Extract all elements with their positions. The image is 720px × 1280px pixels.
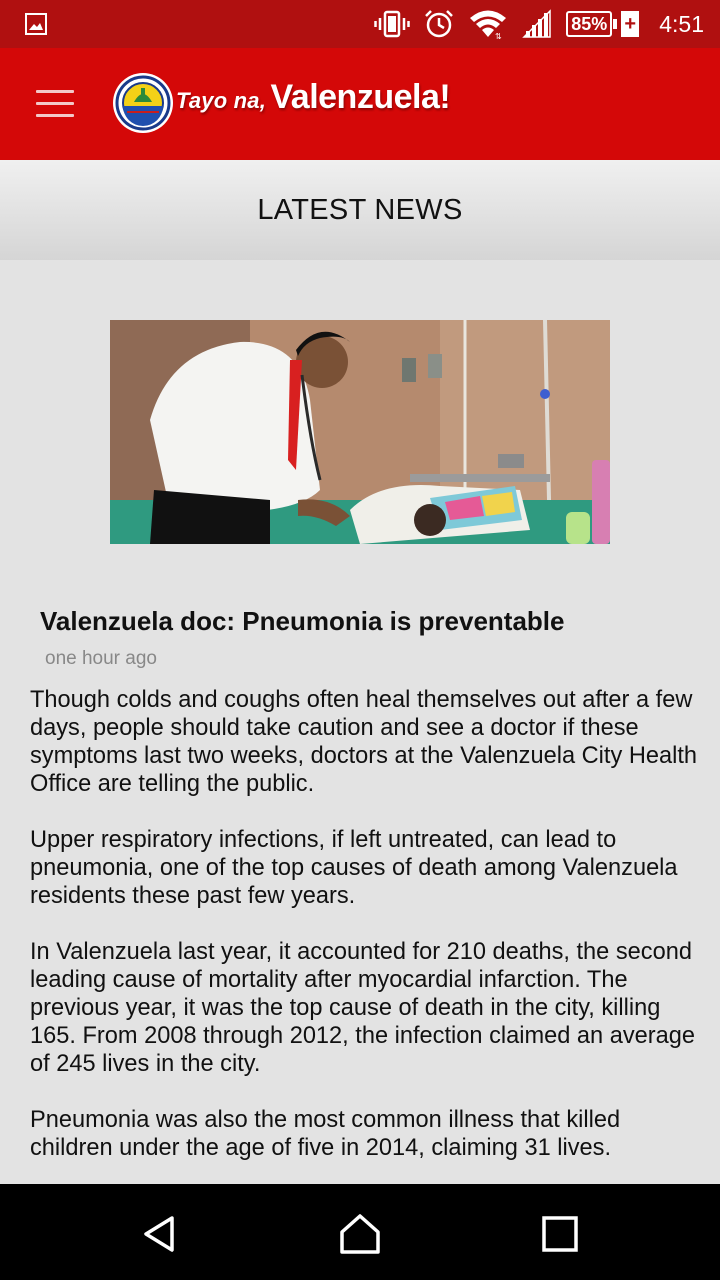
article-paragraph: Though colds and coughs often heal themselves out after a few days, people should take caution and see a doctor if these symptoms last two weeks, doctors at the Valenzuela City Health Office are telling the public. <box>30 687 698 797</box>
section-title: LATEST NEWS <box>257 193 463 226</box>
clock: 4:51 <box>659 10 704 37</box>
navigation-bar <box>0 1184 720 1280</box>
battery-level: 85% <box>566 11 612 37</box>
vibrate-icon <box>374 10 410 38</box>
status-bar <box>0 0 720 48</box>
article-paragraph: Upper respiratory infections, if left untreated, can lead to pneumonia, one of the top causes of death among Valenzuela residents these past few years. <box>30 827 678 909</box>
signal-icon <box>522 9 552 39</box>
article-content <box>0 260 720 1184</box>
app-title <box>176 78 450 117</box>
alarm-icon <box>424 9 454 39</box>
article-body <box>30 686 700 1184</box>
brand-name: Valenzuela! <box>270 78 451 116</box>
city-seal-logo <box>112 72 174 134</box>
app-bar <box>0 48 720 160</box>
article-timestamp: one hour ago <box>45 648 157 669</box>
article-paragraph: In Valenzuela last year, it accounted for 210 deaths, the second leading cause of mortality after myocardial infarction. The previous year, it was the top cause of death in the city, killing 165. From 2008 through 2012, the infection claimed an average of 245 lives in the city. <box>30 939 695 1077</box>
article-image[interactable] <box>110 320 610 544</box>
section-header <box>0 160 720 260</box>
battery-indicator <box>566 11 639 37</box>
back-icon[interactable] <box>138 1212 182 1256</box>
article-title[interactable]: Valenzuela doc: Pneumonia is preventable <box>40 606 565 636</box>
home-icon[interactable] <box>338 1212 382 1256</box>
charging-icon: + <box>621 11 639 37</box>
article-paragraph: Pneumonia was also the most common illness that killed children under the age of five in 2014, claiming 31 lives. <box>30 1107 621 1161</box>
svg-text:⇅: ⇅ <box>495 32 502 39</box>
brand-prefix: Tayo na, <box>176 88 267 113</box>
menu-icon[interactable] <box>36 88 76 120</box>
gallery-icon <box>24 12 48 36</box>
recents-icon[interactable] <box>538 1212 582 1256</box>
wifi-icon <box>468 9 508 39</box>
